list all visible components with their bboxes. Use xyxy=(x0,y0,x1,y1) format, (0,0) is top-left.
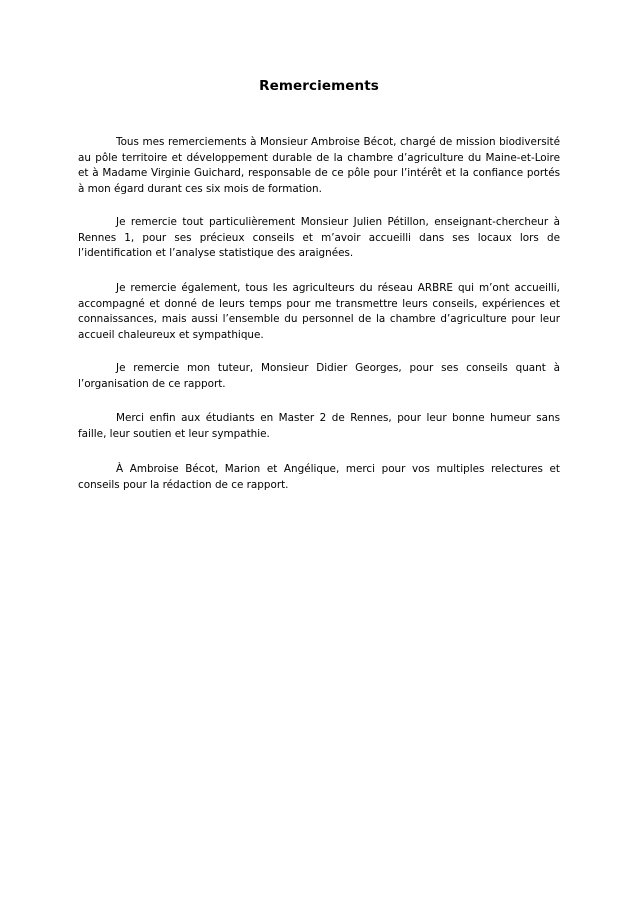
paragraph-acknowledgement-6: À Ambroise Bécot, Marion et Angélique, merci pour vos multiples relectures et conseils pour la rédaction de ce rapport. xyxy=(78,463,560,491)
paragraph-acknowledgement-3: Je remercie également, tous les agriculteurs du réseau ARBRE qui m’ont accueilli, accompagné et donné de leurs temps pour me transmettre leurs conseils, expériences et connaissances, mais aussi l’ensemble du personnel de la chambre d’agriculture pour leur accueil chaleureux et sympathique. xyxy=(78,282,560,341)
paragraph-acknowledgement-5: Merci enfin aux étudiants en Master 2 de Rennes, pour leur bonne humeur sans faille, leur soutien et leur sympathie. xyxy=(78,412,560,440)
paragraph-acknowledgement-1: Tous mes remerciements à Monsieur Ambroise Bécot, chargé de mission biodiversité au pôle territoire et développement durable de la chambre d’agriculture du Maine-et-Loire et à Madame Virginie Guichard, responsable de ce pôle pour l’intérêt et la confiance portés à mon égard durant ces six mois de formation. xyxy=(78,136,560,195)
paragraph-acknowledgement-4: Je remercie mon tuteur, Monsieur Didier Georges, pour ses conseils quant à l’organisation de ce rapport. xyxy=(78,362,560,390)
page-title: Remerciements xyxy=(259,78,379,94)
paragraph-acknowledgement-2: Je remercie tout particulièrement Monsieur Julien Pétillon, enseignant-chercheur à Rennes 1, pour ses précieux conseils et m’avoir accueilli dans ses locaux lors de l’identification et l’analyse statistique des araignées. xyxy=(78,216,560,260)
